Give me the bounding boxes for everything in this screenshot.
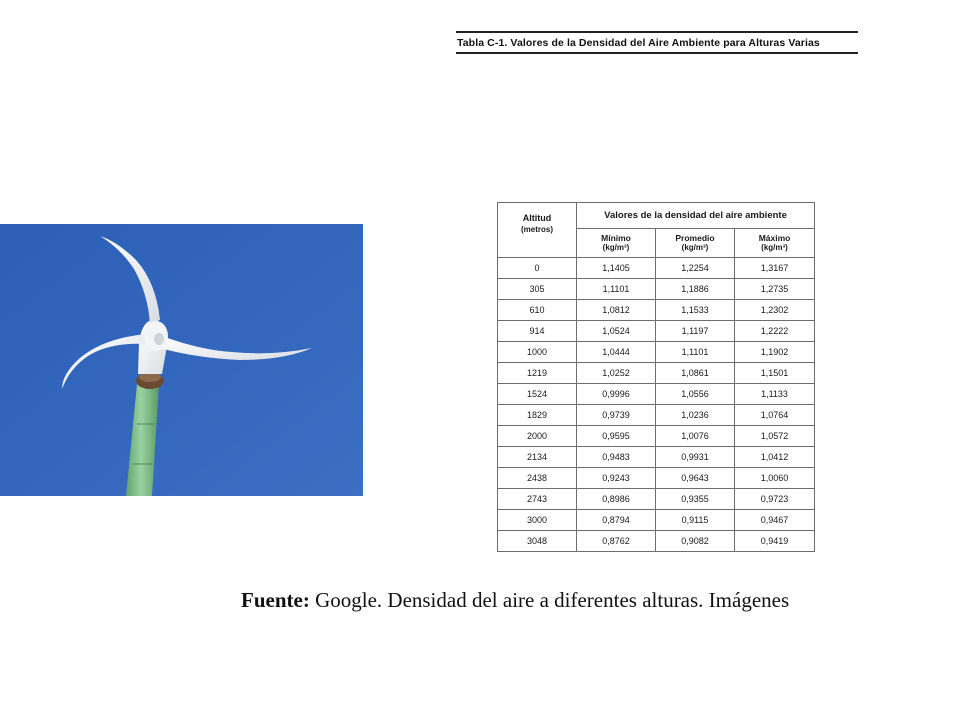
altitude-cell: 2438 [498, 468, 577, 489]
density-cell: 1,0764 [735, 405, 815, 426]
density-cell: 1,0236 [656, 405, 735, 426]
density-cell: 1,0556 [656, 384, 735, 405]
density-cell: 0,8762 [577, 531, 656, 552]
density-cell: 0,9996 [577, 384, 656, 405]
density-cell: 1,1101 [656, 342, 735, 363]
density-cell: 1,1133 [735, 384, 815, 405]
table-row [498, 489, 815, 510]
density-cell: 1,0444 [577, 342, 656, 363]
density-cell: 1,1501 [735, 363, 815, 384]
caption-text: Google. Densidad del aire a diferentes alturas. Imágenes [309, 588, 790, 612]
density-cell: 0,9419 [735, 531, 815, 552]
sky-background [0, 224, 363, 496]
table-row [498, 279, 815, 300]
altitude-cell: 2743 [498, 489, 577, 510]
density-cell: 1,0252 [577, 363, 656, 384]
table-title-rule [456, 31, 858, 54]
altitude-cell: 0 [498, 258, 577, 279]
density-cell: 0,9723 [735, 489, 815, 510]
table-title: Tabla C-1. Valores de la Densidad del Aire Ambiente para Alturas Varias [457, 37, 820, 49]
table-row [498, 510, 815, 531]
density-cell: 0,9115 [656, 510, 735, 531]
avg-column-header: Promedio (kg/m³) [656, 229, 735, 258]
altitude-cell: 3000 [498, 510, 577, 531]
air-density-table [497, 202, 815, 552]
altitude-cell: 914 [498, 321, 577, 342]
table-row [498, 405, 815, 426]
density-cell: 0,9355 [656, 489, 735, 510]
density-cell: 1,3167 [735, 258, 815, 279]
density-cell: 0,8794 [577, 510, 656, 531]
density-cell: 0,9243 [577, 468, 656, 489]
table-body [498, 258, 815, 552]
altitude-cell: 1524 [498, 384, 577, 405]
density-cell: 1,0524 [577, 321, 656, 342]
altitude-cell: 1219 [498, 363, 577, 384]
max-column-header: Máximo (kg/m³) [735, 229, 815, 258]
density-cell: 1,2302 [735, 300, 815, 321]
caption-label: Fuente: [241, 588, 310, 612]
density-cell: 0,9595 [577, 426, 656, 447]
density-cell: 1,1101 [577, 279, 656, 300]
table-row [498, 468, 815, 489]
density-cell: 1,1886 [656, 279, 735, 300]
density-cell: 1,0572 [735, 426, 815, 447]
table-row [498, 384, 815, 405]
min-column-header: Mínimo (kg/m³) [577, 229, 656, 258]
density-cell: 1,2254 [656, 258, 735, 279]
altitude-cell: 3048 [498, 531, 577, 552]
density-cell: 0,9931 [656, 447, 735, 468]
table-row [498, 363, 815, 384]
altitude-cell: 1829 [498, 405, 577, 426]
density-cell: 1,0812 [577, 300, 656, 321]
table-row [498, 300, 815, 321]
density-cell: 0,9467 [735, 510, 815, 531]
altitude-header-label: Altitud [522, 213, 552, 223]
density-cell: 1,1197 [656, 321, 735, 342]
density-cell: 1,0861 [656, 363, 735, 384]
altitude-header [498, 203, 577, 258]
density-cell: 0,9739 [577, 405, 656, 426]
table-row [498, 426, 815, 447]
table-row [498, 342, 815, 363]
density-cell: 1,2222 [735, 321, 815, 342]
altitude-cell: 610 [498, 300, 577, 321]
altitude-cell: 305 [498, 279, 577, 300]
density-cell: 0,8986 [577, 489, 656, 510]
table-row [498, 258, 815, 279]
wind-turbine-photo [0, 224, 363, 496]
density-cell: 1,2735 [735, 279, 815, 300]
altitude-cell: 2000 [498, 426, 577, 447]
table-row [498, 321, 815, 342]
density-cell: 1,1405 [577, 258, 656, 279]
density-cell: 1,0412 [735, 447, 815, 468]
density-cell: 1,1902 [735, 342, 815, 363]
altitude-cell: 1000 [498, 342, 577, 363]
density-cell: 0,9483 [577, 447, 656, 468]
table-row [498, 447, 815, 468]
density-cell: 0,9643 [656, 468, 735, 489]
table-row [498, 531, 815, 552]
source-caption [241, 588, 789, 613]
altitude-cell: 2134 [498, 447, 577, 468]
altitude-header-unit: (metros) [520, 225, 553, 234]
density-cell: 1,1533 [656, 300, 735, 321]
density-cell: 1,0076 [656, 426, 735, 447]
density-cell: 0,9082 [656, 531, 735, 552]
density-cell: 1,0060 [735, 468, 815, 489]
density-group-header: Valores de la densidad del aire ambiente [577, 203, 815, 229]
